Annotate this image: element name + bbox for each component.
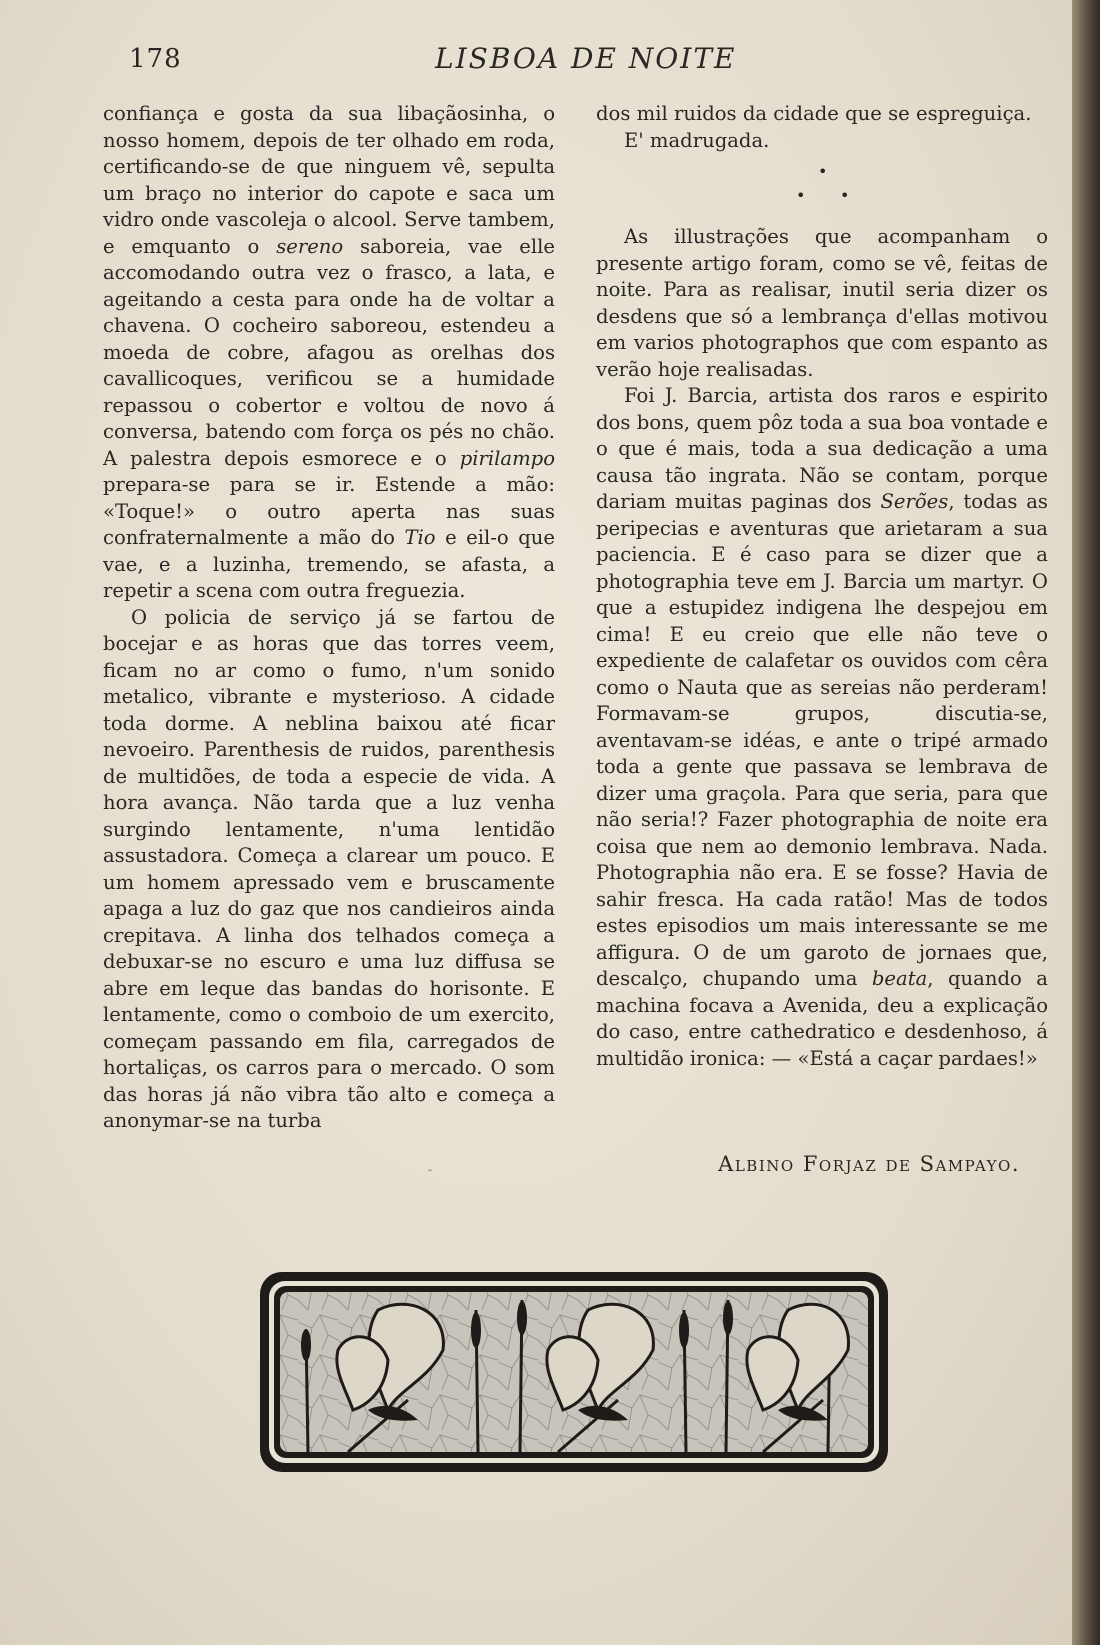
italic-word: sereno bbox=[276, 234, 344, 258]
right-paragraph-2: E' madrugada. bbox=[624, 128, 770, 152]
margin-mark: ˘ bbox=[427, 1168, 433, 1182]
page-edge-shadow bbox=[1072, 0, 1100, 1645]
section-break-asterism bbox=[596, 158, 1048, 218]
italic-word: Tio bbox=[404, 526, 436, 549]
asterisk-icon: • bbox=[840, 186, 850, 205]
author-signature: Albino Forjaz de Sampayo. bbox=[718, 1152, 1020, 1176]
page-header bbox=[115, 42, 1035, 82]
page-number: 178 bbox=[129, 44, 182, 74]
right-paragraph-1: dos mil ruidos da cidade que se espreguiça. bbox=[596, 102, 1032, 125]
right-column bbox=[596, 101, 1048, 1072]
italic-word: Serões bbox=[880, 490, 949, 513]
left-paragraph-1: confiança e gosta da sua libaçãosinha, o nosso homem, depois de ter olhado em roda, certificando-se de que ninguem vê, sepulta um braço no interior do capote e saca um vidro onde vascoleja o alcool. Serve tambem, e emquanto o sereno saboreia, vae elle accomodando outra vez o frasco, a lata, e ageitando a cesta para onde ha de voltar a chavena. O cocheiro saboreou, estendeu a moeda de cobre, afagou as orelhas dos cavallicoques, verificou se a humidade repassou o cobertor e voltou de novo á conversa, batendo com força os pés no chão. A palestra depois esmorece e o pirilampo prepara-se para se ir. Estende a mão: «Toque!» o outro aperta nas suas confraternalmente a mão do Tio e eil-o que vae, e a luzinha, tremendo, se afasta, a repetir a scena com outra freguezia. bbox=[103, 102, 555, 602]
asterisk-icon: • bbox=[796, 186, 806, 205]
asterisk-icon: • bbox=[818, 162, 828, 181]
running-title: LISBOA DE NOITE bbox=[435, 42, 737, 75]
right-paragraph-3: As illustrações que acompanham o presente artigo foram, como se vê, feitas de noite. Para as realisar, inutil seria dizer os desdens que só a lembrança d'ellas motivou em varios photographos que com espanto as verão hoje realisadas. bbox=[596, 225, 1048, 381]
right-paragraph-4: Foi J. Barcia, artista dos raros e espirito dos bons, quem pôz toda a sua boa vontade e o que é mais, toda a sua dedicação a uma causa tão ingrata. Não se contam, porque dariam muitas paginas dos Serões, todas as peripecias e aventuras que arietaram a sua paciencia. E é caso para se dizer que a photographia teve em J. Barcia um martyr. O que a estupidez indigena lhe despejou em cima! E eu creio que elle não teve o expediente de calafetar os ouvidos com cêra como o Nauta que as sereias não perderam! Formavam-se grupos, discutia-se, aventavam-se idéas, e ante o tripé armado toda a gente que passava se lembrava de dizer uma graçola. Para que seria, para que não seria!? Fazer photographia de noite era coisa que nem ao demonio lembrava. Nada. Photographia não era. E se fosse? Havia de sahir fresca. Ha cada ratão! Mas de todos estes episodios um mais interessante se me affigura. O de um garoto de jornaes que, descalço, chupando uma beata, quando a machina focava a Avenida, deu a explicação do caso, entre cathedratico e desdenhoso, á multidão ironica: — «Está a caçar pardaes!» bbox=[596, 384, 1048, 1070]
decorative-tailpiece bbox=[258, 1270, 890, 1474]
left-column bbox=[103, 101, 555, 1135]
italic-word: beata bbox=[871, 967, 928, 990]
left-paragraph-2: O policia de serviço já se fartou de bocejar e as horas que das torres veem, ficam no ar como o fumo, n'um sonido metalico, vibrante e mysterioso. A cidade toda dorme. A neblina baixou até ficar nevoeiro. Parenthesis de ruidos, parenthesis de multidões, de toda a especie de vida. A hora avança. Não tarda que a luz venha surgindo lentamente, n'uma lentidão assustadora. Começa a clarear um pouco. E um homem apressado vem e bruscamente apaga a luz do gaz que nos candieiros ainda crepitava. A linha dos telhados começa a debuxar-se no escuro e uma luz diffusa se abre em leque das bandas do horisonte. E lentamente, como o comboio de um exercito, começam passando em fila, carregados de hortaliças, os carros para o mercado. O som das horas já não vibra tão alto e começa a anonymar-se na turba bbox=[103, 605, 555, 1132]
italic-word: pirilampo bbox=[459, 446, 555, 470]
